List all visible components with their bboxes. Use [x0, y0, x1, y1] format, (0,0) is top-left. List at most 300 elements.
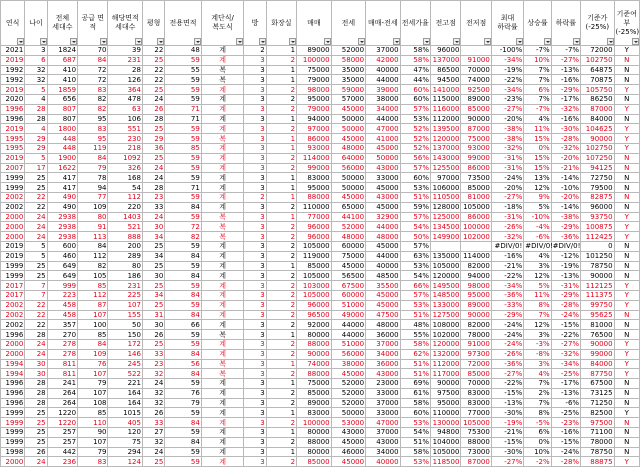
table-cell[interactable]: 2 — [266, 124, 296, 134]
table-cell[interactable]: 계 — [201, 46, 244, 56]
table-cell[interactable]: 2002 — [1, 192, 25, 202]
table-cell[interactable]: 2 — [266, 163, 296, 173]
filter-dropdown-icon[interactable] — [157, 38, 164, 45]
table-cell[interactable]: 105000 — [297, 241, 331, 251]
table-cell[interactable]: 72 — [78, 65, 108, 75]
table-cell[interactable]: -32% — [491, 232, 523, 242]
table-cell[interactable]: 95000 — [430, 398, 460, 408]
filter-dropdown-icon[interactable] — [40, 38, 47, 45]
table-cell[interactable]: 30 — [142, 320, 164, 330]
table-cell[interactable]: 3% — [524, 330, 551, 340]
table-cell[interactable]: 34 — [142, 232, 164, 242]
filter-dropdown-icon[interactable] — [607, 38, 614, 45]
table-cell[interactable]: 35000 — [331, 65, 365, 75]
table-cell[interactable]: 95 — [78, 134, 108, 144]
table-cell[interactable]: 36 — [142, 143, 164, 153]
table-cell[interactable]: 478 — [108, 94, 142, 104]
column-header[interactable] — [25, 1, 47, 46]
table-cell[interactable]: 112 — [78, 251, 108, 261]
table-cell[interactable]: 계 — [201, 163, 244, 173]
table-cell[interactable]: 26 — [142, 104, 164, 114]
table-cell[interactable]: 2 — [266, 369, 296, 379]
table-cell[interactable]: 22 — [142, 46, 164, 56]
table-cell[interactable]: 125500 — [430, 163, 460, 173]
table-cell[interactable]: 124 — [108, 457, 142, 467]
table-cell[interactable]: 3 — [244, 75, 266, 85]
table-cell[interactable]: 4 — [25, 124, 47, 134]
table-cell[interactable]: 78750 — [581, 447, 614, 457]
table-cell[interactable]: 53% — [400, 418, 430, 428]
table-cell[interactable]: #DIV/0! — [525, 242, 554, 251]
table-cell[interactable]: 55 — [165, 65, 202, 75]
table-cell[interactable]: 2002 — [1, 320, 25, 330]
table-cell[interactable]: 계 — [201, 457, 244, 467]
table-cell[interactable]: 계 — [201, 408, 244, 418]
table-cell[interactable]: 70875 — [581, 75, 614, 85]
table-cell[interactable]: 59 — [165, 153, 202, 163]
table-cell[interactable]: 52% — [400, 124, 430, 134]
table-cell[interactable]: 54% — [400, 271, 430, 281]
table-cell[interactable]: 복 — [201, 232, 244, 242]
table-cell[interactable]: 3 — [244, 212, 266, 222]
table-cell[interactable]: -31% — [491, 212, 523, 222]
table-cell[interactable]: 811 — [47, 369, 77, 379]
table-cell[interactable]: 120000 — [430, 134, 460, 144]
table-cell[interactable]: 15% — [524, 134, 551, 144]
table-cell[interactable]: 74000 — [297, 359, 331, 369]
table-cell[interactable]: 1996 — [1, 398, 25, 408]
table-cell[interactable]: 84 — [78, 241, 108, 251]
table-cell[interactable]: 73125 — [581, 388, 614, 398]
table-cell[interactable]: 2019 — [1, 55, 25, 65]
table-cell[interactable]: 3 — [244, 143, 266, 153]
table-cell[interactable]: 4 — [25, 94, 47, 104]
table-cell[interactable]: -13% — [551, 388, 580, 398]
table-cell[interactable]: 44% — [400, 75, 430, 85]
table-cell[interactable]: 521 — [108, 222, 142, 232]
table-cell[interactable]: 23 — [142, 359, 164, 369]
table-cell[interactable]: 25 — [25, 408, 47, 418]
table-cell[interactable]: 2 — [266, 85, 296, 95]
table-cell[interactable]: 8% — [524, 408, 551, 418]
table-cell[interactable]: N — [614, 428, 639, 438]
table-cell[interactable]: 43000 — [366, 369, 400, 379]
table-cell[interactable]: 410 — [47, 75, 77, 85]
table-cell[interactable]: 3 — [244, 359, 266, 369]
table-cell[interactable]: 109 — [78, 202, 108, 212]
table-cell[interactable]: 3 — [244, 418, 266, 428]
table-cell[interactable]: 56 — [165, 359, 202, 369]
table-cell[interactable]: 1800 — [47, 124, 77, 134]
table-cell[interactable]: 6 — [25, 55, 47, 65]
table-cell[interactable]: 1403 — [108, 212, 142, 222]
table-cell[interactable]: 3 — [244, 232, 266, 242]
table-cell[interactable]: 24 — [142, 447, 164, 457]
table-cell[interactable]: 112125 — [581, 281, 614, 291]
table-cell[interactable]: 3 — [244, 457, 266, 467]
table-cell[interactable]: 32 — [142, 437, 164, 447]
table-cell[interactable]: 112 — [78, 290, 108, 300]
table-cell[interactable]: 100000 — [461, 222, 491, 232]
table-cell[interactable]: 22 — [25, 192, 47, 202]
table-cell[interactable]: 120 — [108, 428, 142, 438]
table-cell[interactable]: 1996 — [1, 104, 25, 114]
table-cell[interactable]: 442 — [47, 447, 77, 457]
table-cell[interactable]: 59 — [165, 281, 202, 291]
table-cell[interactable]: 56500 — [331, 271, 365, 281]
table-cell[interactable]: 2000 — [1, 457, 25, 467]
filter-dropdown-icon[interactable] — [484, 38, 491, 45]
table-cell[interactable]: 48000 — [366, 320, 400, 330]
table-cell[interactable]: Y — [614, 222, 639, 232]
table-cell[interactable]: 25 — [25, 428, 47, 438]
table-cell[interactable]: 56000 — [331, 349, 365, 359]
table-cell[interactable]: 계 — [201, 349, 244, 359]
table-cell[interactable]: 3 — [244, 320, 266, 330]
column-header[interactable] — [142, 1, 164, 46]
filter-dropdown-icon[interactable] — [423, 38, 430, 45]
table-cell[interactable]: 257 — [47, 428, 77, 438]
table-cell[interactable]: 10% — [524, 447, 551, 457]
table-cell[interactable]: -17% — [551, 379, 580, 389]
table-cell[interactable]: 24 — [142, 94, 164, 104]
table-cell[interactable]: 3 — [244, 437, 266, 447]
table-cell[interactable]: 60% — [400, 94, 430, 104]
table-cell[interactable]: 37000 — [366, 339, 400, 349]
table-cell[interactable]: 59 — [165, 94, 202, 104]
table-cell[interactable]: 17 — [25, 163, 47, 173]
table-cell[interactable]: 2 — [266, 388, 296, 398]
filter-dropdown-icon[interactable] — [393, 38, 400, 45]
table-cell[interactable]: 26 — [142, 408, 164, 418]
table-cell[interactable]: 33 — [142, 349, 164, 359]
table-cell[interactable]: 101250 — [581, 251, 614, 261]
table-cell[interactable]: 59 — [165, 124, 202, 134]
filter-dropdown-icon[interactable] — [236, 38, 243, 45]
table-cell[interactable]: 24 — [25, 212, 47, 222]
table-cell[interactable]: -14% — [551, 202, 580, 212]
table-cell[interactable]: 59 — [165, 339, 202, 349]
table-cell[interactable]: 807 — [47, 104, 77, 114]
table-cell[interactable]: N — [614, 271, 639, 281]
table-cell[interactable]: 93000 — [461, 143, 491, 153]
table-cell[interactable]: 3 — [244, 114, 266, 124]
table-cell[interactable]: 1220 — [47, 408, 77, 418]
table-cell[interactable]: 88000 — [297, 339, 331, 349]
table-cell[interactable]: 1015 — [108, 408, 142, 418]
table-cell[interactable]: 44000 — [366, 114, 400, 124]
table-cell[interactable]: 83 — [78, 124, 108, 134]
table-cell[interactable]: 84 — [78, 153, 108, 163]
table-cell[interactable]: 522 — [108, 369, 142, 379]
table-cell[interactable]: 95000 — [461, 290, 491, 300]
table-cell[interactable]: 29 — [142, 134, 164, 144]
table-cell[interactable]: 3% — [524, 261, 551, 271]
table-cell[interactable]: 6% — [524, 428, 551, 438]
table-cell[interactable]: 34 — [142, 290, 164, 300]
table-cell[interactable]: 71 — [165, 104, 202, 114]
table-cell[interactable]: Y — [614, 134, 639, 144]
table-cell[interactable]: 5 — [25, 251, 47, 261]
table-cell[interactable]: 245 — [108, 359, 142, 369]
table-cell[interactable]: 294 — [108, 447, 142, 457]
table-cell[interactable]: 1996 — [1, 330, 25, 340]
table-cell[interactable]: 25 — [142, 124, 164, 134]
table-cell[interactable]: 24 — [142, 379, 164, 389]
table-cell[interactable]: 24 — [25, 457, 47, 467]
table-cell[interactable]: 264 — [47, 398, 77, 408]
table-cell[interactable]: N — [614, 320, 639, 330]
table-cell[interactable]: 84 — [165, 310, 202, 320]
table-cell[interactable]: 2 — [266, 339, 296, 349]
table-cell[interactable]: 계 — [201, 104, 244, 114]
table-cell[interactable]: 78000 — [461, 330, 491, 340]
table-cell[interactable]: 4% — [524, 251, 551, 261]
table-cell[interactable]: 2 — [266, 398, 296, 408]
table-cell[interactable]: 40000 — [366, 457, 400, 467]
table-cell[interactable]: 2000 — [1, 339, 25, 349]
table-cell[interactable]: -26% — [491, 222, 523, 232]
table-cell[interactable]: 114000 — [461, 251, 491, 261]
table-cell[interactable]: 41000 — [366, 134, 400, 144]
table-cell[interactable]: 52% — [400, 134, 430, 144]
table-cell[interactable]: 계 — [201, 85, 244, 95]
table-cell[interactable]: 96000 — [430, 46, 460, 56]
table-cell[interactable]: -13% — [551, 65, 580, 75]
table-cell[interactable]: 56% — [400, 153, 430, 163]
table-cell[interactable]: 141000 — [430, 85, 460, 95]
table-cell[interactable]: 계 — [201, 310, 244, 320]
table-cell[interactable]: 84 — [165, 437, 202, 447]
table-cell[interactable]: 84 — [165, 271, 202, 281]
table-cell[interactable]: 146 — [108, 349, 142, 359]
table-cell[interactable]: 2% — [524, 388, 551, 398]
table-cell[interactable]: 1999 — [1, 418, 25, 428]
table-cell[interactable]: 649 — [47, 261, 77, 271]
table-cell[interactable]: 25 — [142, 281, 164, 291]
table-cell[interactable]: 33000 — [366, 408, 400, 418]
table-cell[interactable]: 45000 — [366, 143, 400, 153]
table-cell[interactable]: 231 — [108, 281, 142, 291]
table-cell[interactable]: 84 — [165, 290, 202, 300]
table-cell[interactable]: -7% — [524, 46, 551, 56]
table-cell[interactable]: 110500 — [430, 192, 460, 202]
table-cell[interactable]: 3 — [244, 163, 266, 173]
table-cell[interactable]: 1996 — [1, 379, 25, 389]
column-header[interactable] — [461, 1, 491, 46]
table-cell[interactable]: 계 — [201, 241, 244, 251]
table-cell[interactable]: 48500 — [366, 271, 400, 281]
table-cell[interactable]: 84 — [78, 339, 108, 349]
table-cell[interactable]: 1994 — [1, 369, 25, 379]
table-cell[interactable]: 46000 — [331, 447, 365, 457]
table-cell[interactable]: 60000 — [331, 290, 365, 300]
table-cell[interactable]: -24% — [491, 173, 523, 183]
table-cell[interactable]: 490 — [47, 202, 77, 212]
table-cell[interactable]: 3 — [244, 94, 266, 104]
table-cell[interactable]: 80 — [108, 261, 142, 271]
table-cell[interactable]: 39 — [108, 46, 142, 56]
table-cell[interactable]: -12% — [551, 251, 580, 261]
table-cell[interactable]: 59 — [165, 241, 202, 251]
table-cell[interactable]: 7 — [25, 281, 47, 291]
table-cell[interactable]: 90000 — [581, 339, 614, 349]
table-cell[interactable]: 85000 — [461, 369, 491, 379]
table-cell[interactable]: 45000 — [331, 134, 365, 144]
column-header[interactable] — [108, 1, 142, 46]
table-cell[interactable]: -30% — [491, 408, 523, 418]
table-cell[interactable]: -27% — [551, 339, 580, 349]
table-cell[interactable]: 137000 — [430, 143, 460, 153]
table-cell[interactable]: 82 — [165, 232, 202, 242]
table-cell[interactable]: 96000 — [297, 222, 331, 232]
table-cell[interactable]: 28 — [25, 398, 47, 408]
table-cell[interactable]: 82000 — [461, 320, 491, 330]
table-cell[interactable]: 264 — [47, 388, 77, 398]
table-cell[interactable]: 32 — [142, 388, 164, 398]
table-cell[interactable]: N — [614, 202, 639, 212]
table-cell[interactable]: -23% — [551, 418, 580, 428]
table-cell[interactable]: 93000 — [297, 143, 331, 153]
table-cell[interactable]: 72 — [165, 222, 202, 232]
filter-dropdown-icon[interactable] — [453, 38, 460, 45]
table-cell[interactable]: 59 — [165, 192, 202, 202]
table-cell[interactable]: 34000 — [366, 447, 400, 457]
table-cell[interactable]: 120000 — [430, 271, 460, 281]
table-cell[interactable]: 105000 — [461, 418, 491, 428]
table-cell[interactable]: 91000 — [461, 55, 491, 65]
table-cell[interactable]: 1622 — [47, 163, 77, 173]
table-cell[interactable]: 72 — [78, 75, 108, 85]
table-cell[interactable]: 2 — [266, 153, 296, 163]
table-cell[interactable]: N — [614, 114, 639, 124]
table-cell[interactable]: 79 — [78, 447, 108, 457]
table-cell[interactable]: N — [614, 398, 639, 408]
table-cell[interactable]: 83000 — [297, 173, 331, 183]
table-cell[interactable]: 2020 — [1, 94, 25, 104]
table-cell[interactable]: 218 — [108, 143, 142, 153]
table-cell[interactable]: -22% — [491, 271, 523, 281]
table-cell[interactable]: -36% — [491, 290, 523, 300]
table-cell[interactable]: 50000 — [331, 124, 365, 134]
table-cell[interactable]: 2002 — [1, 310, 25, 320]
table-cell[interactable]: 2 — [266, 202, 296, 212]
table-cell[interactable]: -24% — [491, 320, 523, 330]
table-cell[interactable]: -38% — [491, 124, 523, 134]
table-cell[interactable]: 149500 — [430, 281, 460, 291]
table-cell[interactable]: 58% — [400, 339, 430, 349]
table-cell[interactable]: 85000 — [297, 457, 331, 467]
table-cell[interactable]: 59 — [165, 457, 202, 467]
table-cell[interactable]: 1 — [266, 408, 296, 418]
table-cell[interactable]: 96000 — [297, 232, 331, 242]
table-cell[interactable]: 계 — [201, 192, 244, 202]
table-cell[interactable]: N — [614, 163, 639, 173]
table-cell[interactable]: -24% — [551, 310, 580, 320]
table-cell[interactable]: 97500 — [581, 418, 614, 428]
table-cell[interactable]: 241 — [47, 379, 77, 389]
table-cell[interactable]: 76 — [78, 359, 108, 369]
table-cell[interactable]: 149900 — [430, 232, 460, 242]
table-cell[interactable]: 109 — [78, 349, 108, 359]
filter-dropdown-icon[interactable] — [632, 38, 639, 45]
table-cell[interactable]: 55% — [400, 330, 430, 340]
table-cell[interactable]: -2% — [524, 457, 551, 467]
table-cell[interactable]: 112425 — [581, 232, 614, 242]
table-cell[interactable]: 44000 — [331, 320, 365, 330]
table-cell[interactable]: 36000 — [366, 330, 400, 340]
table-cell[interactable]: 7% — [524, 379, 551, 389]
table-cell[interactable]: 3% — [524, 359, 551, 369]
table-cell[interactable]: Y — [614, 349, 639, 359]
table-cell[interactable]: 계 — [201, 428, 244, 438]
table-cell[interactable]: 25 — [142, 300, 164, 310]
table-cell[interactable]: 42000 — [366, 55, 400, 65]
table-cell[interactable]: 85000 — [297, 388, 331, 398]
table-cell[interactable]: 105000 — [430, 261, 460, 271]
table-cell[interactable]: 58% — [400, 46, 430, 56]
column-header[interactable] — [47, 1, 77, 46]
table-cell[interactable]: 1859 — [47, 85, 77, 95]
table-cell[interactable] — [461, 241, 491, 251]
table-cell[interactable]: 105000 — [297, 290, 331, 300]
table-cell[interactable]: N — [614, 65, 639, 75]
table-cell[interactable]: 24 — [25, 232, 47, 242]
table-cell[interactable]: 56000 — [331, 163, 365, 173]
table-cell[interactable]: 92000 — [297, 320, 331, 330]
table-cell[interactable]: 220 — [108, 202, 142, 212]
table-cell[interactable]: 164 — [108, 388, 142, 398]
table-cell[interactable]: 28 — [25, 330, 47, 340]
table-cell[interactable]: 1999 — [1, 271, 25, 281]
table-cell[interactable]: 65000 — [331, 202, 365, 212]
table-cell[interactable]: 3 — [244, 388, 266, 398]
table-cell[interactable]: 278 — [47, 349, 77, 359]
table-cell[interactable]: -32% — [551, 143, 580, 153]
table-cell[interactable]: 53% — [400, 300, 430, 310]
table-cell[interactable]: 1 — [266, 428, 296, 438]
table-cell[interactable]: Y — [614, 408, 639, 418]
table-cell[interactable]: 1 — [266, 143, 296, 153]
table-cell[interactable]: 22 — [25, 310, 47, 320]
table-cell[interactable]: 78 — [78, 173, 108, 183]
table-cell[interactable]: 96000 — [297, 300, 331, 310]
filter-dropdown-icon[interactable] — [70, 38, 77, 45]
table-cell[interactable]: -18% — [491, 202, 523, 212]
table-cell[interactable]: -4% — [524, 222, 551, 232]
table-cell[interactable]: 82 — [78, 104, 108, 114]
table-cell[interactable]: 2 — [266, 310, 296, 320]
table-cell[interactable]: 53% — [400, 261, 430, 271]
table-cell[interactable]: 58000 — [331, 55, 365, 65]
column-header[interactable] — [201, 1, 244, 46]
table-cell[interactable]: 45000 — [366, 241, 400, 251]
table-cell[interactable]: 186 — [108, 271, 142, 281]
table-cell[interactable]: 257 — [47, 437, 77, 447]
table-cell[interactable]: 15% — [524, 163, 551, 173]
table-cell[interactable]: Y — [614, 212, 639, 222]
table-cell[interactable]: 복 — [201, 222, 244, 232]
table-cell[interactable]: 2 — [266, 320, 296, 330]
table-cell[interactable]: -31% — [491, 153, 523, 163]
table-cell[interactable]: 75 — [108, 437, 142, 447]
table-cell[interactable]: 102000 — [430, 330, 460, 340]
table-cell[interactable]: N — [614, 55, 639, 65]
table-cell[interactable]: 53% — [400, 457, 430, 467]
table-cell[interactable]: 225 — [108, 290, 142, 300]
table-cell[interactable]: 45000 — [331, 261, 365, 271]
table-cell[interactable]: 155 — [108, 310, 142, 320]
